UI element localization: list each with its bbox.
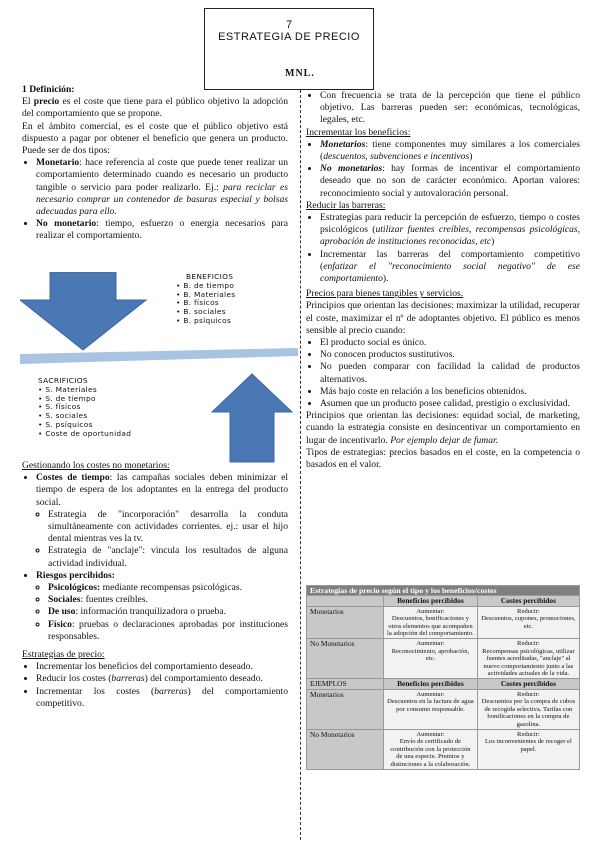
right-column (306, 90, 580, 471)
benefits-title: BENEFICIOS (186, 272, 234, 281)
list-item: • Estrategias para reducir la percepción de esfuerzo, tiempo o costes psicológicos (utilizar fuentes creíbles, recompensas psicológicas, aprobación de instituciones reconocidas, etc) (320, 212, 580, 249)
row-label: Monetarios (307, 606, 384, 639)
table-cell: Reducir: Descuentos por la compra de cubos de recogida selectiva. Tarifas con bonificaciones en la compra de gasolina. (477, 689, 579, 729)
list-item: • No monetarios: hay formas de incentivar el comportamiento deseado que no son de carácter económico. Aportan valores: reconocimiento social y autovaloración personal. (320, 163, 580, 200)
balance-beam (20, 348, 298, 364)
list-item: • Asumen que un producto posee calidad, prestigio o exclusividad. (320, 398, 580, 410)
section-heading: Incrementar los beneficios: (306, 126, 411, 138)
definition-paragraph-1: El precio es el coste que tiene para el público objetivo la adopción del comportamiento que se propone. (22, 96, 288, 120)
intro-list (306, 90, 580, 127)
list-item: • No monetario: tiempo, esfuerzo o energía necesarios para realizar el comportamiento. (36, 218, 288, 242)
table-cell: Aumentar: Descuentos en la factura de agua por consumo responsable. (384, 689, 478, 729)
sub-list (36, 582, 288, 643)
table-header: Beneficios percibidos (384, 679, 478, 689)
paragraph: Principios que orientan las decisiones: maximizar la utilidad, recuperar el coste, maximizar el nº de adoptantes objetivo. El público es menos sensible al precio cuando: (306, 300, 580, 336)
benefit-item: • B. Materiales (176, 289, 236, 299)
table-cell: Reducir: Recompensas psicológicas, utilizar fuentes acreditadas, "anclaje" al nuevo comportamiento junto a las actividades actuales de la vida. (477, 639, 579, 679)
up-arrow-icon (212, 374, 292, 462)
list-item: ◦ Físico: pruebas o declaraciones aprobadas por instituciones responsables. (48, 619, 288, 643)
benefits-box (176, 273, 235, 326)
table-row (307, 639, 580, 679)
table-cell: Reducir: Descuentos, cupones, promociones, etc. (477, 606, 579, 639)
list-item: • No conocen productos sustitutivos. (320, 349, 580, 361)
strategies-table (306, 585, 580, 770)
section-heading: Gestionando los costes no monetarios: (22, 460, 170, 471)
row-label: No Monetarios (307, 729, 384, 769)
table-header: Costes percibidos (477, 679, 579, 689)
paragraph: Principios que orientan las decisiones: equidad social, de marketing, cuando la estrategia consiste en desincentivar un comportamiento en lugar de incentivarlo. Por ejemplo dejar de fumar. (306, 410, 580, 446)
sacrifice-item: • S. físicos (38, 402, 81, 412)
price-strategies-list (22, 661, 288, 710)
section-heading: Precios para bienes tangibles y servicios. (306, 288, 464, 300)
reduce-barriers-list (306, 212, 580, 285)
list-item: ◦ Estrategia de "incorporación" desarrolla la conduta simultáneamente con actividades corrientes. ej.: usar el hijo dental mientras ves la tv. (48, 509, 288, 546)
row-label: Monetarios (307, 689, 384, 729)
row-label: No Monetarios (307, 639, 384, 679)
table-cell: Reducir: Los inconvenientes de recoger el papel. (477, 729, 579, 769)
list-item: ◦ De uso: información tranquilizadora o prueba. (48, 606, 288, 618)
list-item: • Incrementar las barreras del comportamiento competitivo (enfatizar el "reconocimiento social negativo" de ese comportamiento). (320, 249, 580, 286)
table-cell (307, 596, 384, 606)
list-item: • No pueden comparar con facilidad la calidad de productos alternativos. (320, 361, 580, 385)
price-sensitivity-list (306, 337, 580, 410)
sacrifices-title: SACRIFICIOS (38, 376, 88, 385)
sacrifice-item: • S. Materiales (38, 384, 98, 394)
benefit-item: • B. psíquicos (176, 315, 232, 325)
list-item: ◦ Estrategia de "anclaje": vincula los resultados de alguna actividad individual. (48, 545, 288, 569)
definition-heading: 1 Definición: (22, 84, 75, 95)
list-item: ◦ Sociales: fuentes creíbles. (48, 594, 288, 606)
list-item: • Monetario: hace referencia al coste que puede tener realizar un comportamiento determinado cuando es necesario un producto tangible o servicio para poder realizarlo. Ej.: para reciclar es necesario comprar un contenedor de basuras especial y bolsas adecuadas para ello. (36, 157, 288, 218)
section-heading: Estrategias de precio: (22, 649, 105, 661)
table-row (307, 729, 580, 769)
benefit-item: • B. sociales (176, 307, 226, 317)
list-item: • Costes de tiempo: las campañas sociales deben minimizar el tiempo de espera de los adoptantes en la entrega del producto social. ◦ Estrategia de "incorporación" desarrolla la conduta simultáneamente con actividades corrientes. ej.: usar el hijo dental mientras ves la tv. ◦ Estrategia de "anclaje": vincula los resultados de alguna actividad individual. (36, 472, 288, 570)
list-item: • Reducir los costes (barreras) del comportamiento deseado. (36, 673, 288, 685)
chapter-number: 7 (285, 19, 293, 31)
paragraph: Tipos de estrategias: precios basados en el coste, en la competencia o basados en el valor. (306, 446, 580, 471)
sacrifices-box (38, 377, 131, 439)
increase-benefits-list (306, 139, 580, 200)
list-item: • Incrementar los costes (barreras) del comportamiento competitivo. (36, 686, 288, 710)
section-heading: Reducir las barreras: (306, 199, 386, 211)
definition-section (22, 84, 288, 243)
down-arrow-icon (20, 272, 146, 350)
list-item: • Monetarios: tiene componentes muy similares a los comerciales (descuentos, subvenciones e incentivos) (320, 139, 580, 163)
benefit-item: • B. físicos (176, 298, 220, 308)
page-title: ESTRATEGIA DE PRECIO (218, 31, 360, 43)
sacrifice-item: • Coste de oportunidad (38, 428, 132, 438)
author-initials: MNL. (285, 68, 315, 79)
table-row (307, 689, 580, 729)
list-item: ◦ Psicológicos: mediante recompensas psicológicas. (48, 582, 288, 594)
sacrifice-item: • S. sociales (38, 411, 88, 421)
table-cell: Aumentar: Envío de certificado de contribución con la protección de una especie. Premios y distinciones a la colaboración. (384, 729, 478, 769)
column-divider (300, 90, 301, 840)
table-cell: Aumentar: Reconocimiento, aprobación, etc. (384, 639, 478, 679)
non-monetary-list (22, 472, 288, 643)
non-monetary-costs-section (22, 460, 288, 710)
table-cell: Aumentar: Descuentos, bonificaciones y otros elementos que acompañen la adopción del comportamiento. (384, 606, 478, 639)
benefit-item: • B. de tiempo (176, 280, 235, 290)
examples-label: EJEMPLOS (307, 679, 384, 689)
list-item: • Incrementar los beneficios del comportamiento deseado. (36, 661, 288, 673)
list-item: • Más bajo coste en relación a los beneficios obtenidos. (320, 386, 580, 398)
table-header: Beneficios percibidos (384, 596, 478, 606)
sub-list (36, 509, 288, 570)
list-item: • Con frecuencia se trata de la percepción que tiene el público objetivo. Las barreras pueden ser: económicas, tecnológicas, legales, etc. (320, 90, 580, 127)
list-item: • Riesgos percibidos: ◦ Psicológicos: mediante recompensas psicológicas. ◦ Sociales: fuentes creíbles. ◦ De uso: información tranquilizadora o prueba. ◦ Físico: pruebas o declaraciones aprobadas por instituciones responsables. (36, 570, 288, 643)
table-header: Costes percibidos (477, 596, 579, 606)
table-row (307, 606, 580, 639)
list-item: • El producto social es único. (320, 337, 580, 349)
sacrifice-item: • S. psíquicos (38, 419, 93, 429)
definition-paragraph-2: En el ámbito comercial, es el coste que el público objetivo está dispuesto a pagar por obtener el beneficio que genera un producto. Puede ser de dos tipos: (22, 120, 288, 157)
table-title: Estrategias de precio según el tipo y los beneficios/costes (307, 586, 580, 596)
sacrifice-item: • S. de tiempo (38, 393, 96, 403)
cost-types-list (22, 157, 288, 242)
